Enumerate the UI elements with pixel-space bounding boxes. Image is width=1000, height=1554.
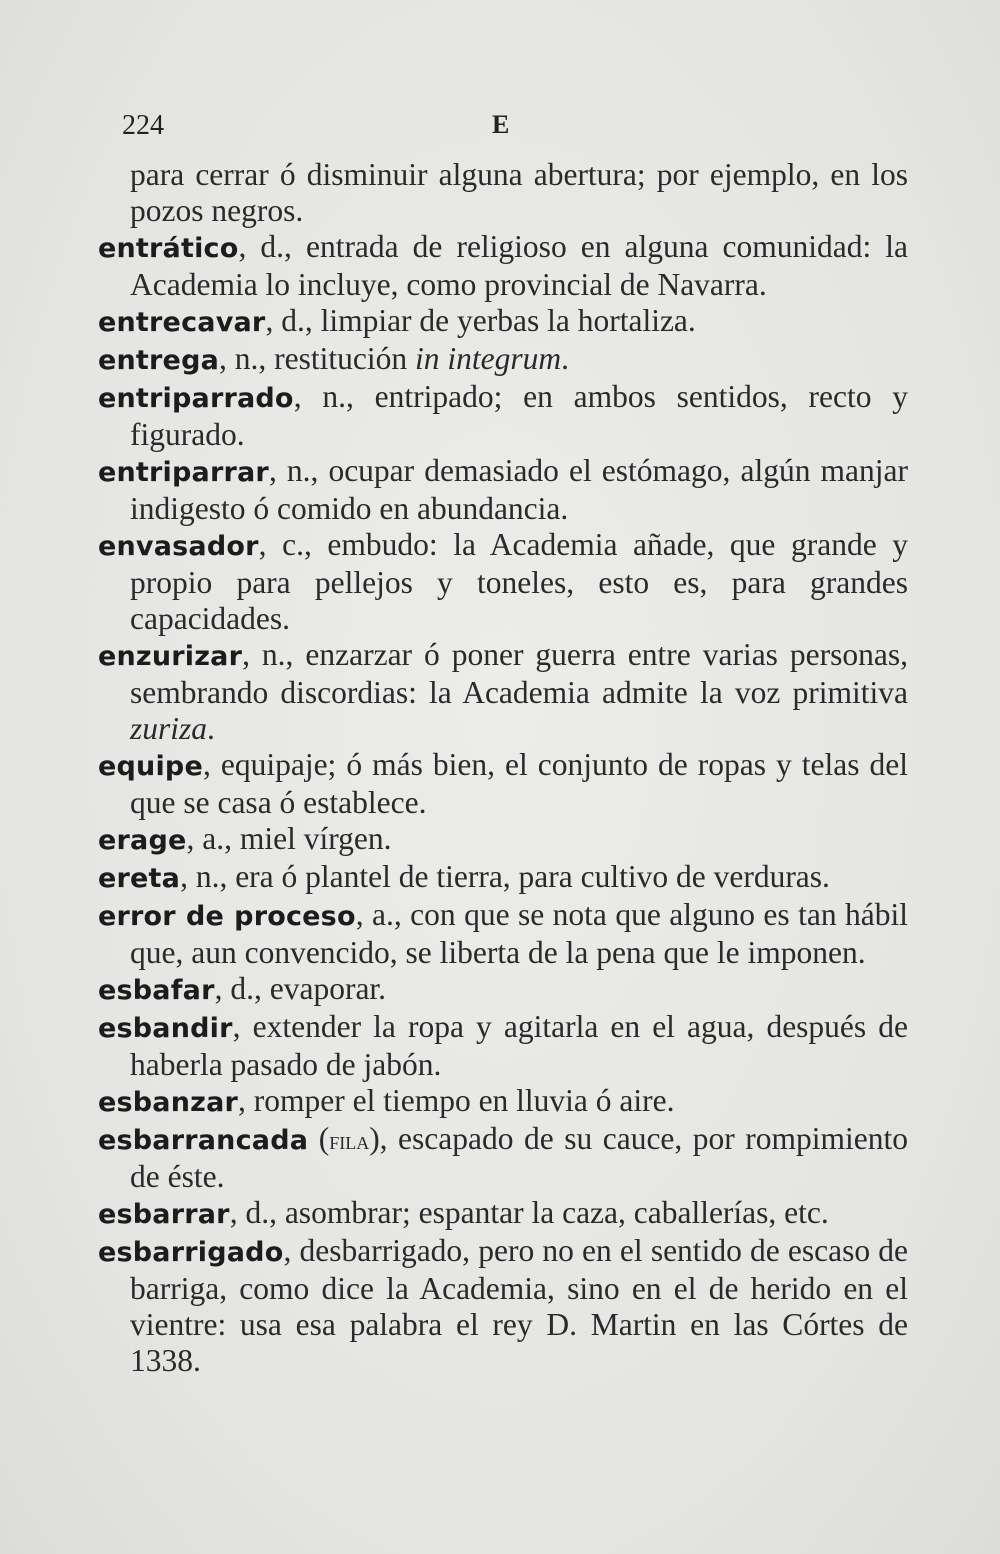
headword: esbarrar <box>98 1199 230 1230</box>
smallcaps-word: fila <box>329 1126 370 1155</box>
headword: esbarrigado <box>98 1237 284 1268</box>
headword: entrega <box>98 345 220 376</box>
definition: , d., evaporar. <box>214 971 387 1006</box>
dictionary-entry <box>98 637 908 747</box>
dictionary-entry <box>98 1083 908 1121</box>
definition: , equipaje; ó más bien, el conjunto de ropas y telas del que se casa ó establece. <box>130 747 908 820</box>
headword: esbarrancada <box>98 1125 309 1156</box>
dictionary-content <box>98 157 908 1379</box>
dictionary-entry <box>98 897 908 971</box>
definition: , c., embudo: la Academia añade, que grande y propio para pellejos y toneles, esto es, para grandes capacidades. <box>130 527 908 636</box>
headword: entriparrar <box>98 457 269 488</box>
headword: esbafar <box>98 975 215 1006</box>
dictionary-entry <box>98 453 908 527</box>
definition: , d., asombrar; espantar la caza, caballerías, etc. <box>229 1195 829 1230</box>
section-letter: E <box>492 110 510 139</box>
headword: equipe <box>98 751 203 782</box>
dictionary-entry <box>98 303 908 341</box>
definition-end: . <box>561 341 569 376</box>
dictionary-entry <box>98 971 908 1009</box>
dictionary-entry <box>98 1195 908 1233</box>
definition-end: ), escapado de su cauce, por rompimiento de éste. <box>130 1121 908 1194</box>
dictionary-entry <box>98 379 908 453</box>
dictionary-entry <box>98 821 908 859</box>
latin-phrase: in integrum <box>414 341 562 376</box>
definition: , d., limpiar de yerbas la hortaliza. <box>265 303 696 338</box>
headword: esbandir <box>98 1013 233 1044</box>
headword: esbanzar <box>98 1087 239 1118</box>
dictionary-entry <box>98 747 908 821</box>
definition: , desbarrigado, pero no en el sentido de escaso de barriga, como dice la Academia, sino en el de herido en el vientre: usa esa palabra el rey D. Martin en las Córtes de 1338. <box>130 1233 908 1378</box>
headword: erage <box>98 825 187 856</box>
dictionary-entry <box>98 859 908 897</box>
dictionary-entry <box>98 1009 908 1083</box>
definition: , d., entrada de religioso en alguna comunidad: la Academia lo incluye, como provincial de Navarra. <box>130 229 908 302</box>
definition: , n., ocupar demasiado el estómago, algún manjar indigesto ó comido en abundancia. <box>130 453 908 526</box>
definition-end: . <box>207 711 215 746</box>
definition: , n., era ó plantel de tierra, para cultivo de verduras. <box>180 859 830 894</box>
headword: entriparrado <box>98 383 294 414</box>
dictionary-entry <box>98 527 908 637</box>
headword: entrático <box>98 233 239 264</box>
definition: ( <box>308 1121 330 1156</box>
page-number: 224 <box>122 110 164 141</box>
dictionary-entry <box>98 229 908 303</box>
definition: , extender la ropa y agitarla en el agua, después de haberla pasado de jabón. <box>130 1009 908 1082</box>
dictionary-entry <box>98 1121 908 1195</box>
page-header <box>122 110 622 150</box>
definition: , n., enzarzar ó poner guerra entre varias personas, sembrando discordias: la Academia admite la voz primitiva <box>130 637 908 710</box>
italic-word: zuriza <box>130 711 208 746</box>
definition: , n., restitución <box>219 341 415 376</box>
definition: , a., miel vírgen. <box>186 821 392 856</box>
dictionary-entry <box>98 1233 908 1379</box>
continuation-text: para cerrar ó disminuir alguna abertura; por ejemplo, en los pozos negros. <box>130 157 908 228</box>
headword: ereta <box>98 863 181 894</box>
headword: entrecavar <box>98 307 266 338</box>
headword: error de proceso <box>98 901 356 932</box>
dictionary-entry <box>98 341 908 379</box>
definition: , n., entripado; en ambos sentidos, recto y figurado. <box>130 379 908 452</box>
headword: envasador <box>98 531 259 562</box>
headword: enzurizar <box>98 641 243 672</box>
definition: , a., con que se nota que alguno es tan hábil que, aun convencido, se liberta de la pena que le imponen. <box>130 897 909 970</box>
definition: , romper el tiempo en lluvia ó aire. <box>238 1083 675 1118</box>
